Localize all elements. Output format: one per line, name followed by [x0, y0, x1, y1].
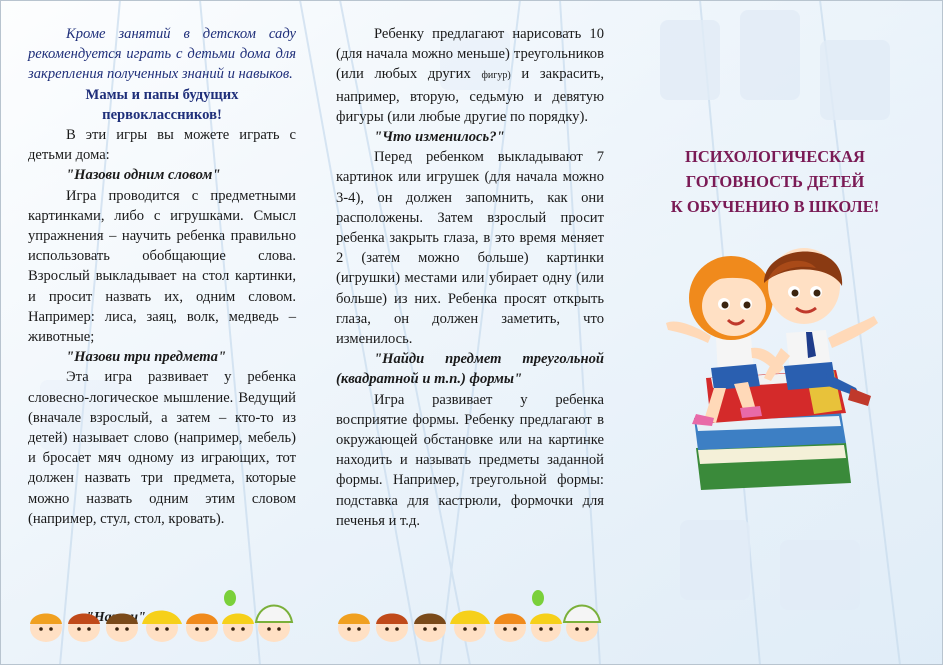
kids-row-left-illustration — [26, 588, 296, 644]
kids-on-books-illustration — [656, 228, 896, 498]
intro-paragraph: Кроме занятий в детском саду рекомендуется играть с детьми дома для закрепления полученных знаний и навыков. — [28, 26, 296, 83]
game2-text: Эта игра развивает у ребенка словесно-логическое мышление. Ведущий (вначале взрослый, а затем – кто-то из детей) называет слово (например, мебель) и бросает мяч одному из играющих, тот должен назвать три предмета, которые можно назвать одним этим словом (например, стул, стол, кровать). — [28, 369, 296, 527]
parents-heading-line1: Мамы и папы будущих — [85, 86, 239, 103]
game1-title: "Назови одним словом" — [66, 167, 221, 184]
parents-heading-line2: первоклассников! — [102, 106, 222, 123]
kids-row-middle-illustration — [334, 588, 604, 644]
game3-title: "Что изменилось?" — [374, 129, 505, 146]
draw-paragraph — [336, 24, 604, 127]
draw-text-small: фигур) — [481, 70, 511, 82]
game4-text: Игра развивает у ребенка восприятие формы. Ребенку предлагают в окружающей обстановке или на картинке находить и называть предметы заданной формы. Например, треугольной формы: подставка для кастрюли, формочки для печенья и т.д. — [336, 391, 604, 529]
lead-paragraph: В эти игры вы можете играть с детьми дома: — [28, 127, 296, 164]
game2-title: "Назови три предмета" — [66, 349, 227, 366]
draw-text-part1: Ребенку предлагают нарисовать 10 (для начала можно меньше) треугольников (или любых других — [336, 26, 604, 83]
cover-title-line1: ПСИХОЛОГИЧЕСКАЯ — [685, 147, 865, 166]
cover-title-line3: К ОБУЧЕНИЮ В ШКОЛЕ! — [670, 197, 880, 216]
cover-title — [640, 144, 910, 219]
column-middle — [336, 24, 604, 531]
game3-text: Перед ребенком выкладывают 7 картинок или игрушек (для начала можно 3-4), он должен запомнить, как они расположены. Затем взрослый просит ребенка закрыть глаза, в это время меняет 2 (затем можно больше) картинки (игрушки) местами или убирает одну (или больше) из них. Ребенка просят открыть глаза, он должен заметить, что изменилось. — [336, 149, 604, 348]
cover-title-line2: ГОТОВНОСТЬ ДЕТЕЙ — [685, 172, 865, 191]
draw-text-part2: и закрасить, например, вторую, седьмую и девятую фигуры (или любые другие по порядку). — [336, 66, 604, 125]
game4-title: "Найди предмет треугольной (квадратной и т.п.) формы" — [336, 351, 604, 388]
column-left — [28, 24, 296, 529]
game1-text: Игра проводится с предметными картинками, либо с игрушками. Смысл упражнения – научить ребенка правильно использовать обобщающие слова. Взрослый выкладывает на стол картинки, и просит назвать их, одним словом. Например: лиса, заяц, волк, медведь – животные; — [28, 187, 296, 346]
